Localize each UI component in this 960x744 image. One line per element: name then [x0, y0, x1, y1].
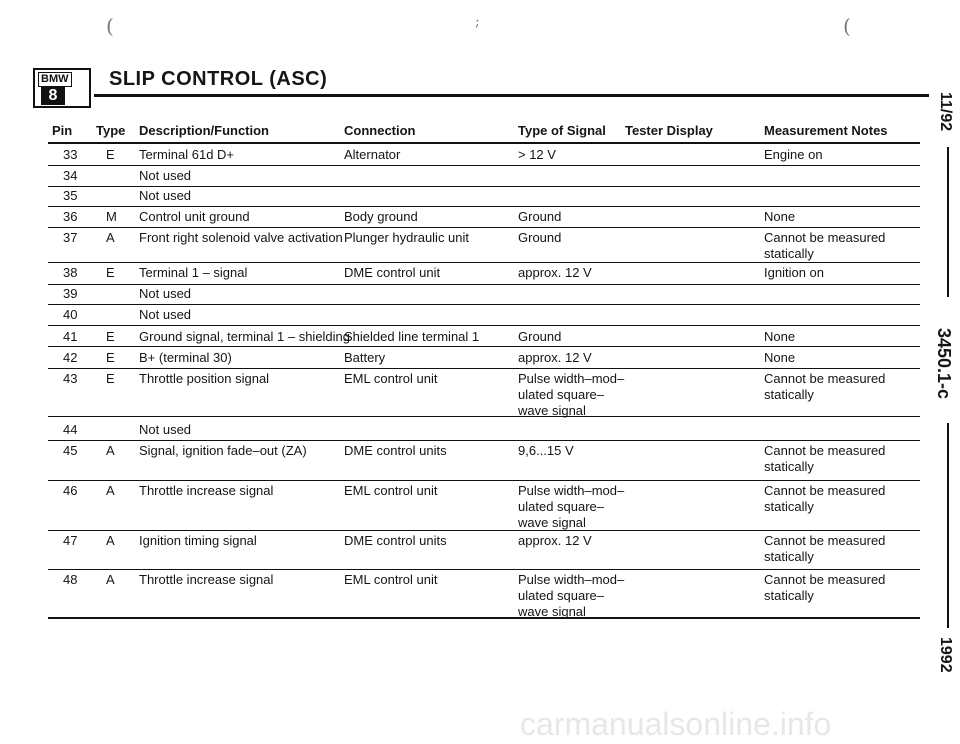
cell-pin: 35 [63, 188, 78, 203]
cell-type: A [106, 230, 115, 245]
column-header-pin: Pin [52, 123, 73, 138]
column-header-description: Description/Function [139, 123, 269, 138]
cell-description: Throttle increase signal [139, 483, 274, 498]
side-code: 3450.1-c [934, 328, 954, 400]
cell-measurement: Cannot be measured statically [764, 483, 886, 514]
cell-signal: Ground [518, 329, 562, 344]
cell-description: Not used [139, 168, 192, 183]
column-header-signal: Type of Signal [518, 123, 606, 138]
column-header-type: Type [96, 123, 126, 138]
cell-description: Front right solenoid valve activation [139, 230, 343, 245]
row-rule [48, 416, 920, 417]
column-header-measurement: Measurement Notes [764, 123, 888, 138]
cell-pin: 37 [63, 230, 78, 245]
row-rule [48, 206, 920, 207]
cell-measurement: Cannot be measured statically [764, 443, 886, 474]
cell-type: E [106, 147, 115, 162]
cell-type: A [106, 483, 115, 498]
cell-connection: DME control units [344, 533, 447, 548]
cell-pin: 38 [63, 265, 78, 280]
cell-type: E [106, 350, 115, 365]
row-rule [48, 325, 920, 326]
cell-description: Control unit ground [139, 209, 250, 224]
cell-connection: Shielded line terminal 1 [344, 329, 480, 344]
bmw-logo [33, 68, 91, 108]
cell-signal: Pulse width–mod– ulated square– wave signal [518, 572, 625, 619]
cell-connection: DME control units [344, 443, 447, 458]
scan-mark: ; [475, 14, 480, 30]
cell-signal: Ground [518, 230, 562, 245]
row-rule [48, 227, 920, 228]
row-rule [48, 284, 920, 285]
cell-type: E [106, 329, 115, 344]
cell-signal: approx. 12 V [518, 533, 592, 548]
cell-description: Ground signal, terminal 1 – shielding [139, 329, 351, 344]
cell-connection: Body ground [344, 209, 418, 224]
cell-pin: 43 [63, 371, 78, 386]
cell-measurement: Ignition on [764, 265, 824, 280]
watermark: carmanualsonline.info [520, 706, 832, 742]
row-rule [48, 480, 920, 481]
cell-pin: 44 [63, 422, 78, 437]
cell-signal: Pulse width–mod– ulated square– wave signal [518, 371, 625, 418]
cell-description: B+ (terminal 30) [139, 350, 232, 365]
row-rule [48, 530, 920, 531]
cell-pin: 40 [63, 307, 78, 322]
row-rule [48, 186, 920, 187]
cell-connection: DME control unit [344, 265, 441, 280]
cell-description: Signal, ignition fade–out (ZA) [139, 443, 307, 458]
cell-pin: 36 [63, 209, 78, 224]
cell-signal: approx. 12 V [518, 350, 592, 365]
cell-pin: 47 [63, 533, 78, 548]
row-rule [48, 346, 920, 347]
cell-type: M [106, 209, 117, 224]
scan-mark: ( [843, 14, 851, 38]
logo-number: 8 [41, 87, 65, 105]
cell-connection: Plunger hydraulic unit [344, 230, 470, 245]
cell-connection: EML control unit [344, 371, 438, 386]
cell-pin: 48 [63, 572, 78, 587]
cell-pin: 45 [63, 443, 78, 458]
cell-type: A [106, 572, 115, 587]
cell-description: Ignition timing signal [139, 533, 257, 548]
row-rule [48, 368, 920, 369]
side-date: 11/92 [937, 92, 954, 132]
cell-signal: Pulse width–mod– ulated square– wave signal [518, 483, 625, 530]
cell-description: Not used [139, 307, 192, 322]
cell-measurement: Cannot be measured statically [764, 230, 886, 261]
cell-connection: Alternator [344, 147, 401, 162]
row-rule [48, 440, 920, 441]
cell-description: Not used [139, 422, 192, 437]
row-rule [48, 569, 920, 570]
cell-pin: 34 [63, 168, 78, 183]
cell-measurement: Cannot be measured statically [764, 533, 886, 564]
cell-measurement: None [764, 329, 796, 344]
scan-mark: ( [106, 14, 114, 38]
cell-pin: 39 [63, 286, 78, 301]
cell-signal: > 12 V [518, 147, 556, 162]
column-header-connection: Connection [344, 123, 416, 138]
row-rule [48, 304, 920, 305]
row-rule [48, 617, 920, 619]
side-year: 1992 [937, 637, 954, 673]
cell-connection: EML control unit [344, 572, 438, 587]
cell-description: Not used [139, 188, 192, 203]
cell-pin: 33 [63, 147, 78, 162]
cell-description: Not used [139, 286, 192, 301]
side-rule [947, 147, 949, 297]
cell-pin: 41 [63, 329, 78, 344]
row-rule [48, 165, 920, 166]
cell-type: E [106, 265, 115, 280]
cell-signal: approx. 12 V [518, 265, 592, 280]
cell-type: A [106, 533, 115, 548]
side-rule [947, 423, 949, 628]
page-title: SLIP CONTROL (ASC) [109, 68, 328, 90]
cell-connection: EML control unit [344, 483, 438, 498]
cell-measurement: Cannot be measured statically [764, 371, 886, 402]
cell-measurement: Engine on [764, 147, 823, 162]
cell-description: Terminal 61d D+ [139, 147, 235, 162]
row-rule [48, 262, 920, 263]
cell-description: Throttle increase signal [139, 572, 274, 587]
header-rule [48, 142, 920, 144]
cell-description: Terminal 1 – signal [139, 265, 248, 280]
cell-type: E [106, 371, 115, 386]
cell-pin: 46 [63, 483, 78, 498]
column-header-tester: Tester Display [625, 123, 713, 138]
cell-pin: 42 [63, 350, 78, 365]
title-rule [94, 94, 929, 97]
cell-signal: Ground [518, 209, 562, 224]
cell-type: A [106, 443, 115, 458]
cell-measurement: None [764, 350, 796, 365]
cell-measurement: Cannot be measured statically [764, 572, 886, 603]
logo-text: BMW [38, 72, 72, 87]
cell-signal: 9,6...15 V [518, 443, 574, 458]
cell-description: Throttle position signal [139, 371, 270, 386]
cell-measurement: None [764, 209, 796, 224]
cell-connection: Battery [344, 350, 386, 365]
